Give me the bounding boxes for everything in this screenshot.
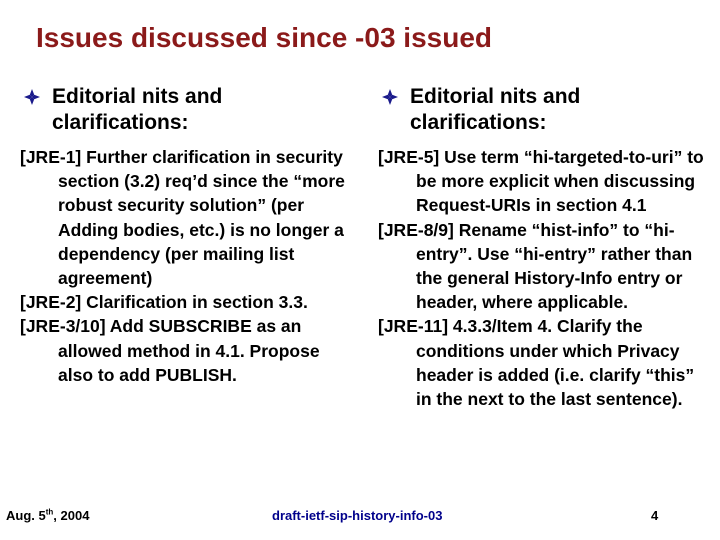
slide-title: Issues discussed since -03 issued [36, 22, 493, 53]
footer-date [6, 508, 89, 523]
right-item-jre-8-9: [JRE-8/9] Rename “hist-info” to “hi-entry”. Use “hi-entry” rather than the general History-Info entry or header, where applicable. [378, 219, 693, 313]
footer-date-ordinal: th [45, 507, 54, 517]
left-bullet-heading [20, 84, 350, 136]
footer-date-suffix: , 2004 [53, 508, 90, 523]
right-heading-text: Editorial nits and clarifications: [410, 85, 581, 134]
diamond-bullet-icon [24, 89, 40, 105]
right-column [378, 84, 708, 411]
left-item-jre-3-10: [JRE-3/10] Add SUBSCRIBE as an allowed method in 4.1. Propose also to add PUBLISH. [20, 316, 320, 385]
footer-date-prefix: Aug. 5 [6, 508, 46, 523]
footer-draft-name: draft-ietf-sip-history-info-03 [272, 508, 443, 523]
left-item-jre-2: [JRE-2] Clarification in section 3.3. [20, 292, 308, 313]
right-bullet-heading [378, 84, 708, 136]
left-heading-text: Editorial nits and clarifications: [52, 85, 223, 134]
left-column [20, 84, 350, 387]
footer-page-number: 4 [651, 508, 659, 523]
right-item-jre-5: [JRE-5] Use term “hi-targeted-to-uri” to be more explicit when discussing Request-URIs in section 4.1 [378, 147, 704, 216]
right-item-jre-11: [JRE-11] 4.3.3/Item 4. Clarify the conditions under which Privacy header is added (i.e. clarify “this” in the next to the last sentence). [378, 316, 695, 410]
diamond-bullet-icon [382, 89, 398, 105]
left-item-jre-1: [JRE-1] Further clarification in security section (3.2) req’d since the “more robust security solution” (per Adding bodies, etc.) is no longer a dependency (per mailing list agreement) [20, 147, 345, 289]
